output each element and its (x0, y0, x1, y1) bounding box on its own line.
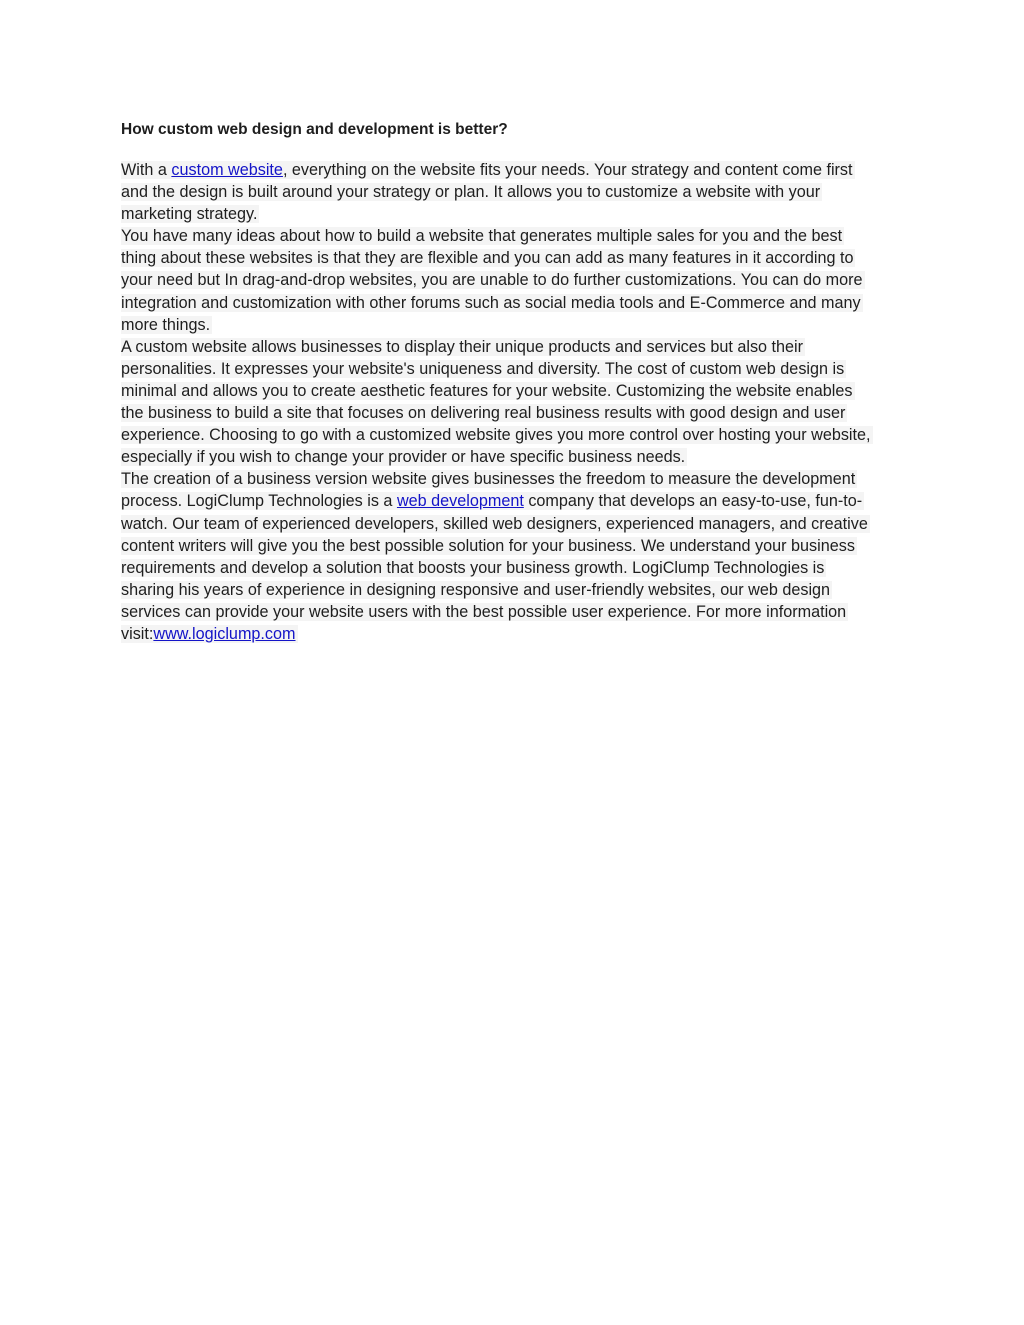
paragraph-container (121, 159, 896, 645)
text-line (121, 424, 896, 446)
text-run: your need but In drag-and-drop websites, you are unable to do further customizations. You can do more (121, 271, 863, 290)
text-line-content (121, 360, 846, 378)
text-line-content (121, 271, 865, 289)
text-line-content (121, 603, 848, 621)
text-run: company that develops an easy-to-use, fun-to- (523, 492, 863, 511)
text-run: thing about these websites is that they are flexible and you can add as many features in it according to (121, 249, 854, 268)
text-line (121, 601, 896, 623)
text-run: , everything on the website fits your needs. Your strategy and content come first (282, 161, 853, 179)
text-run: personalities. It expresses your website's uniqueness and diversity. The cost of custom web design is (121, 359, 845, 378)
text-run: The creation of a business version website gives businesses the freedom to measure the development (121, 470, 856, 489)
text-line (121, 535, 896, 557)
text-run: With a (121, 161, 172, 179)
text-line-content (121, 515, 870, 533)
text-line (121, 203, 896, 225)
text-line-content (121, 183, 822, 201)
text-line-content (121, 470, 857, 488)
text-line (121, 623, 896, 645)
text-line-content (121, 492, 864, 510)
text-line (121, 446, 896, 468)
text-line (121, 490, 896, 512)
text-line-content (121, 404, 847, 422)
body-paragraph (121, 336, 896, 469)
text-run: sharing his years of experience in designing responsive and user-friendly websites, our web design (121, 580, 831, 599)
text-run: requirements and develop a solution that boosts your business growth. LogiClump Technologies is (121, 558, 825, 577)
text-line (121, 225, 896, 247)
text-line (121, 314, 896, 336)
text-line-content (121, 227, 844, 245)
text-line-content (121, 537, 857, 555)
text-line (121, 358, 896, 380)
text-line (121, 159, 896, 181)
text-line-content (121, 316, 212, 334)
text-line (121, 269, 896, 291)
text-run: integration and customization with other forums such as social media tools and E-Commerce and many (121, 293, 861, 312)
text-line-content (121, 448, 687, 466)
text-run: content writers will give you the best possible solution for your business. We understand your business (121, 536, 855, 555)
document-heading: How custom web design and development is better? (121, 121, 508, 138)
document-body (121, 119, 896, 645)
text-run: experience. Choosing to go with a customized website gives you more control over hosting your website, (121, 426, 871, 445)
hyperlink[interactable]: www.logiclump.com (153, 624, 296, 643)
text-run: visit: (121, 624, 154, 643)
body-paragraph (121, 159, 896, 225)
text-line (121, 336, 896, 358)
text-line (121, 513, 896, 535)
text-line (121, 402, 896, 424)
text-line-content (121, 581, 832, 599)
body-paragraph (121, 468, 896, 645)
text-run: minimal and allows you to create aesthetic features for your website. Customizing the website enables (121, 381, 853, 400)
text-line-content (121, 294, 863, 312)
text-line-content (121, 382, 855, 400)
body-paragraph (121, 225, 896, 335)
text-run: the business to build a site that focuses on delivering real business results with good design and user (121, 404, 846, 423)
text-line-content (121, 559, 826, 577)
text-line (121, 247, 896, 269)
text-line (121, 181, 896, 203)
text-line-content (121, 249, 855, 267)
text-line-content (121, 338, 805, 356)
text-run: more things. (121, 315, 211, 334)
text-run: watch. Our team of experienced developers, skilled web designers, experienced managers, and creative (121, 514, 868, 533)
text-run: especially if you wish to change your provider or have specific business needs. (121, 448, 686, 467)
text-run: process. LogiClump Technologies is a (121, 492, 397, 511)
hyperlink[interactable]: web development (396, 492, 524, 511)
text-run: You have many ideas about how to build a website that generates multiple sales for you and the best (121, 227, 843, 246)
text-line (121, 579, 896, 601)
text-line-content (121, 625, 298, 643)
hyperlink[interactable]: custom website (171, 161, 283, 179)
text-line (121, 557, 896, 579)
text-line (121, 468, 896, 490)
text-run: A custom website allows businesses to display their unique products and services but also their (121, 337, 804, 356)
text-line-content (121, 205, 259, 223)
text-run: marketing strategy. (121, 205, 258, 224)
text-line-content (121, 426, 873, 444)
text-run: services can provide your website users with the best possible user experience. For more information (121, 602, 847, 621)
text-run: and the design is built around your strategy or plan. It allows you to customize a website with your (121, 183, 821, 202)
text-line (121, 292, 896, 314)
text-line-content (121, 161, 855, 179)
text-line (121, 380, 896, 402)
